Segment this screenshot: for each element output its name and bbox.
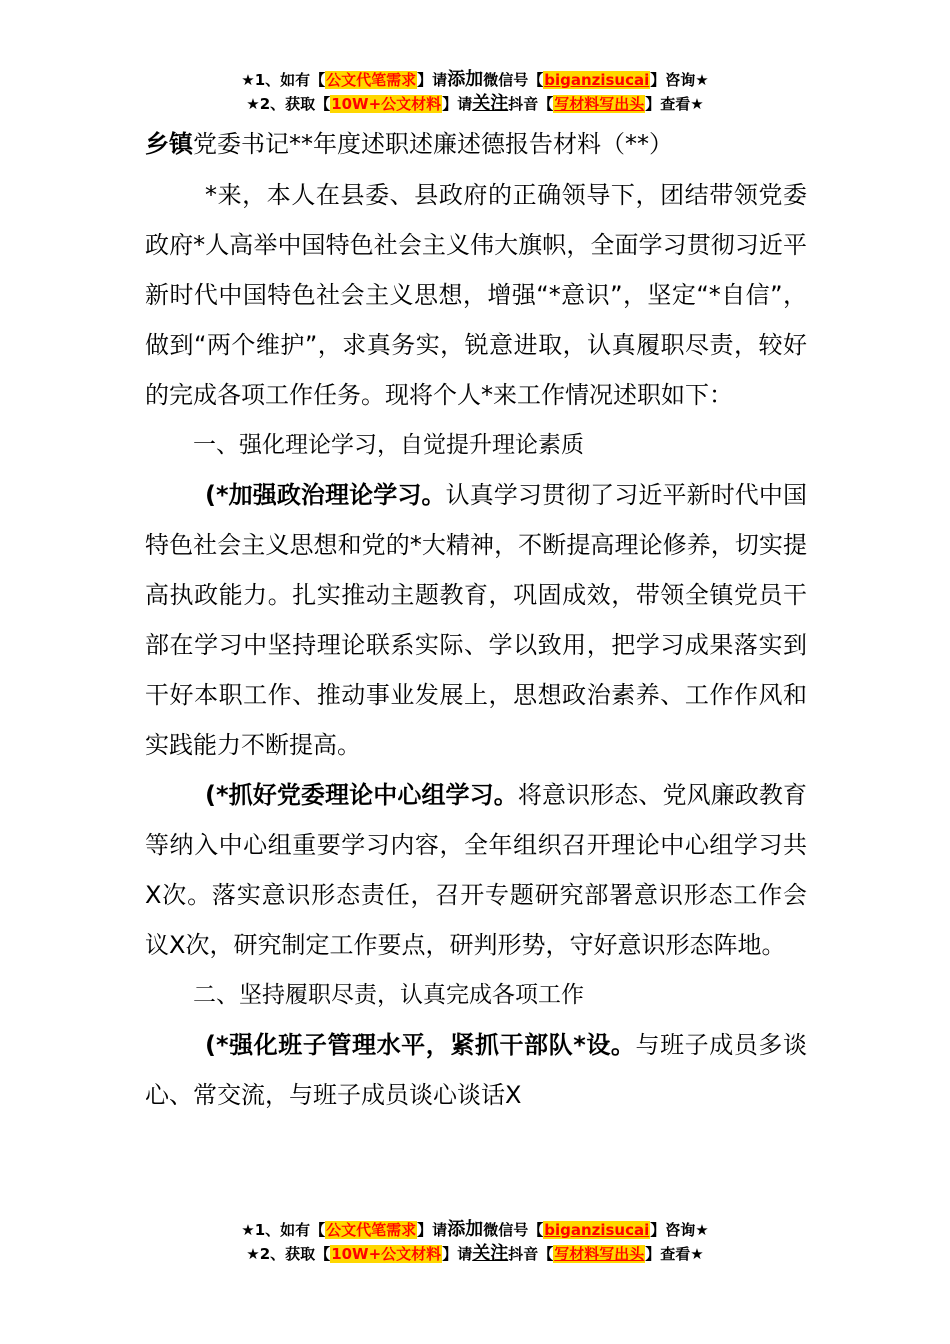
promo-line-1: ★1、如有【公文代笔需求】请添加微信号【biganzisucai】咨询★: [241, 1219, 709, 1240]
promo-line-2: ★2、获取【10W+公文材料】请关注抖音【写材料写出头】查看★: [246, 1243, 704, 1264]
materials-tag: 10W+公文材料: [331, 1245, 442, 1263]
section-heading-1: 一、强化理论学习，自觉提升理论素质: [193, 432, 584, 458]
promo-line-2: ★2、获取【10W+公文材料】请关注抖音【写材料写出头】查看★: [246, 93, 704, 114]
intro-paragraph: *来，本人在县委、县政府的正确领导下，团结带领党委政府*人高举中国特色社会主义伟大旗帜，全面学习贯彻习近平新时代中国特色社会主义思想，增强“*意识”，坚定“*自信”，做到“两个维护”，求真务实，锐意进取，认真履职尽责，较好的完成各项工作任务。现将个人*来工作情况述职如下：: [145, 181, 807, 409]
document-title: 乡镇党委书记**年度述职述廉述德报告材料（**）: [145, 130, 673, 158]
wechat-id[interactable]: biganzisucai: [544, 1221, 650, 1239]
promo-banner-top: [0, 68, 950, 116]
paragraph-team-management: (*强化班子管理水平，紧抓干部队*设。与班子成员多谈心、常交流，与班子成员谈心谈话X: [145, 1031, 807, 1109]
douyin-account[interactable]: 写材料写出头: [554, 95, 645, 113]
promo-banner-bottom: [0, 1218, 950, 1266]
section-heading-2: 二、坚持履职尽责，认真完成各项工作: [193, 982, 584, 1008]
document-body: [145, 170, 807, 1120]
douyin-account[interactable]: 写材料写出头: [554, 1245, 645, 1263]
service-tag: 公文代笔需求: [326, 71, 417, 89]
materials-tag: 10W+公文材料: [331, 95, 442, 113]
paragraph-central-group-study: (*抓好党委理论中心组学习。将意识形态、党风廉政教育等纳入中心组重要学习内容，全年组织召开理论中心组学习共X次。落实意识形态责任，召开专题研究部署意识形态工作会议X次，研究制定工作要点，研判形势，守好意识形态阵地。: [145, 781, 807, 959]
wechat-id[interactable]: biganzisucai: [544, 71, 650, 89]
promo-line-1: ★1、如有【公文代笔需求】请添加微信号【biganzisucai】咨询★: [241, 69, 709, 90]
paragraph-theory-study: (*加强政治理论学习。认真学习贯彻了习近平新时代中国特色社会主义思想和党的*大精神，不断提高理论修养，切实提高执政能力。扎实推动主题教育，巩固成效，带领全镇党员干部在学习中坚持理论联系实际、学以致用，把学习成果落实到干好本职工作、推动事业发展上，思想政治素养、工作作风和实践能力不断提高。: [145, 481, 808, 759]
service-tag: 公文代笔需求: [326, 1221, 417, 1239]
